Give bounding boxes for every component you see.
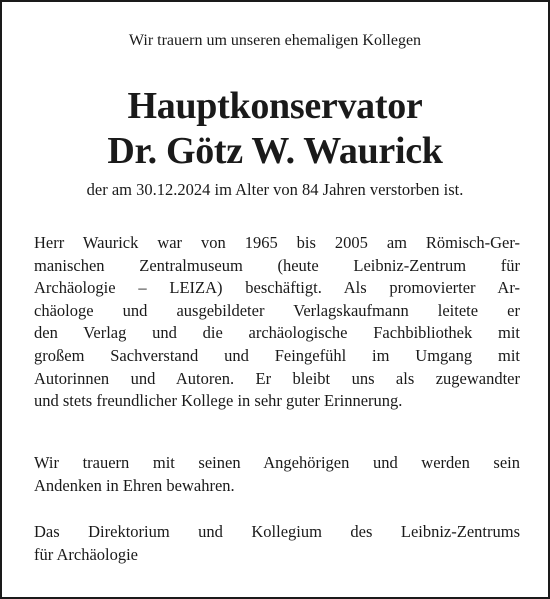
- title-name: Dr. Götz W. Waurick: [107, 130, 443, 172]
- text-line: Wir trauern mit seinen Angehörigen und werden sein: [34, 453, 520, 472]
- text-line: manischen Zentralmuseum (heute Leibniz-Zentrum für: [34, 255, 520, 275]
- signature-paragraph: [34, 521, 520, 566]
- text-line: Andenken in Ehren bewahren.: [34, 475, 235, 495]
- text-line: und stets freundlicher Kollege in sehr guter Erinnerung.: [34, 391, 403, 411]
- death-date-line: der am 30.12.2024 im Alter von 84 Jahren verstorben ist.: [86, 180, 464, 199]
- text-line: für Archäologie: [34, 544, 139, 564]
- text-line: Archäologie – LEIZA) beschäftigt. Als promovierter Ar-: [34, 278, 520, 298]
- text-line: Das Direktorium und Kollegium des Leibniz-Zentrums: [34, 522, 520, 541]
- intro-line: Wir trauern um unseren ehemaligen Kollegen: [128, 32, 422, 49]
- text-line: den Verlag und die archäologische Fachbibliothek mit: [34, 323, 520, 343]
- text-line: Herr Waurick war von 1965 bis 2005 am Römisch-Ger-: [34, 233, 520, 252]
- title-position: Hauptkonservator: [127, 85, 423, 127]
- text-line: großem Sachverstand und Feingefühl im Umgang mit: [34, 345, 520, 365]
- text-line: chäologe und ausgebildeter Verlagskaufmann leitete er: [34, 300, 520, 320]
- biography-paragraph: [34, 232, 520, 413]
- mourning-paragraph: [34, 452, 520, 497]
- text-line: Autorinnen und Autoren. Er bleibt uns als zugewandter: [34, 368, 520, 388]
